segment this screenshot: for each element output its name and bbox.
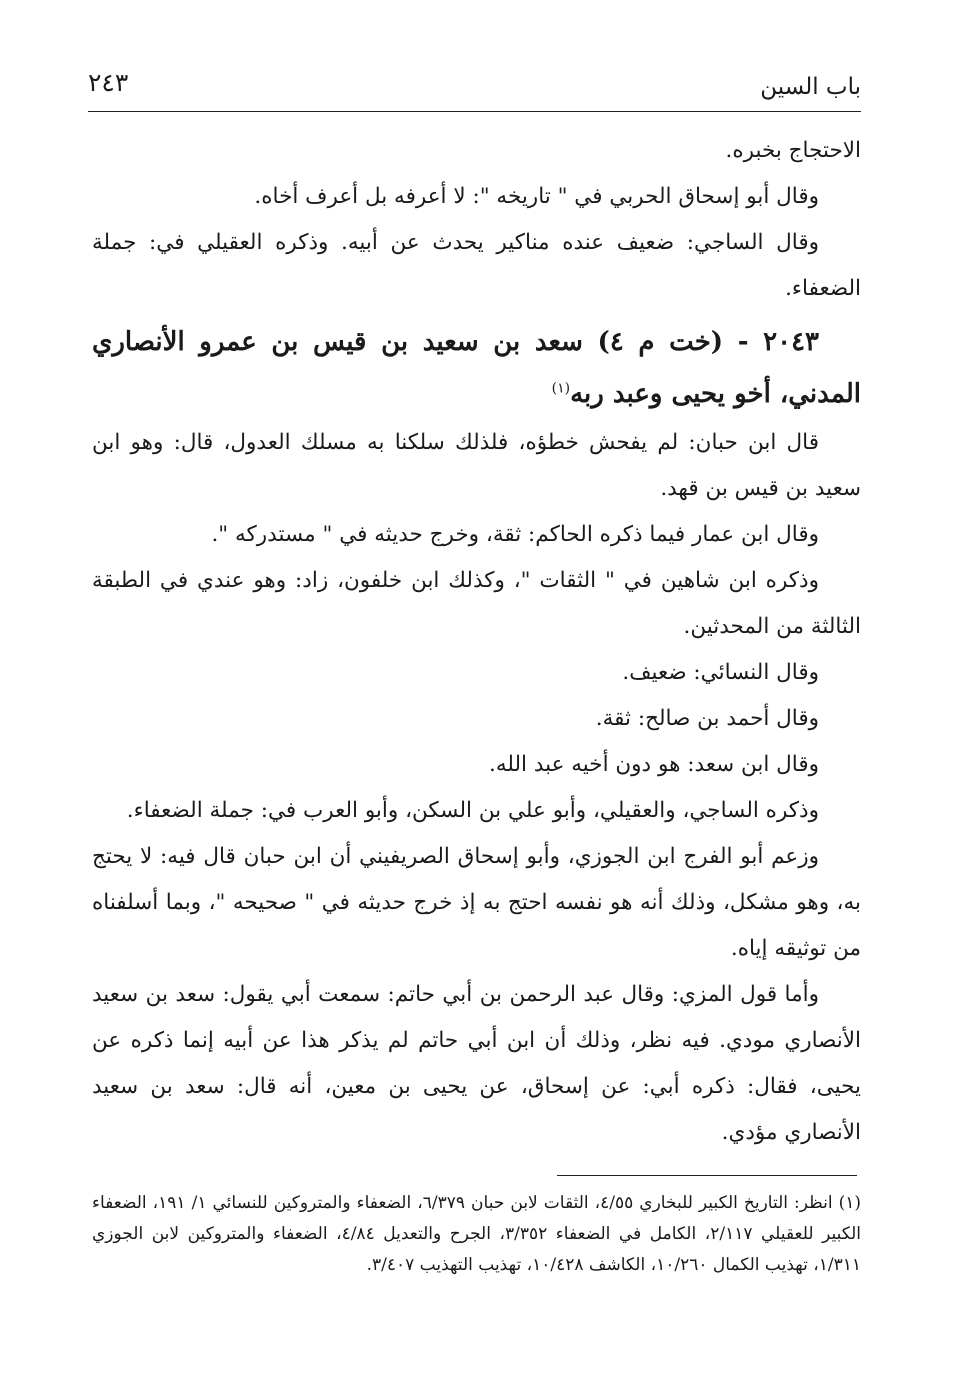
page-number: ٢٤٣ xyxy=(88,68,129,97)
paragraph: وزعم أبو الفرج ابن الجوزي، وأبو إسحاق الصريفيني أن ابن حبان قال فيه: لا يحتج به، وهو مشكل، وذلك أنه هو نفسه احتج به إذ خرج حديثه في " صحيحه "، وبما أسلفناه من توثيقه إياه. xyxy=(92,844,861,961)
footnote: (١) انظر: التاريخ الكبير للبخاري ٤/٥٥، الثقات لابن حبان ٦/٣٧٩، الضعفاء والمتروكين للنسائي ١/ ١٩١، الضعفاء الكبير للعقيلي ٢/١١٧، الكامل في الضعفاء ٣/٣٥٢، الجرح والتعديل ٤/٨٤، الضعفاء والمتروكين لابن الجوزي ١/٣١١، تهذيب الكمال ١٠/٢٦٠، الكاشف ١٠/٤٢٨، تهذيب التهذيب ٣/٤٠٧. xyxy=(92,1193,862,1275)
footnote-reference: (١) xyxy=(551,380,571,397)
paragraph: وقال الساجي: ضعيف عنده مناكير يحدث عن أبيه. وذكره العقيلي في: جملة الضعفاء. xyxy=(92,230,861,301)
paragraph: وقال أبو إسحاق الحربي في " تاريخه ": لا أعرفه بل أعرف أخاه. xyxy=(254,184,819,209)
entry-heading xyxy=(92,316,861,420)
running-header xyxy=(88,68,861,110)
main-text xyxy=(92,128,861,1156)
header-rule xyxy=(88,111,861,112)
paragraph: الاحتجاج بخبره. xyxy=(725,138,861,163)
paragraph: وأما قول المزي: وقال عبد الرحمن بن أبي حاتم: سمعت أبي يقول: سعد بن سعيد الأنصاري مودي. فيه نظر، وذلك أن ابن أبي حاتم لم يذكر هذا عن أبيه إنما ذكره عن يحيى، فقال: ذكره أبي: عن إسحاق، عن يحيى بن معين، أنه قال: سعد بن سعيد الأنصاري مؤدي. xyxy=(92,982,861,1145)
paragraph: وقال ابن سعد: هو دون أخيه عبد الله. xyxy=(489,752,819,777)
footnote-rule xyxy=(557,1175,857,1176)
paragraph: وقال أحمد بن صالح: ثقة. xyxy=(595,706,819,731)
footnotes xyxy=(92,1188,861,1281)
paragraph: وذكره ابن شاهين في " الثقات "، وكذلك ابن خلفون، زاد: وهو عندي في الطبقة الثالثة من المحدثين. xyxy=(92,568,861,639)
running-title: باب السين xyxy=(760,74,861,100)
entry-heading-text: ٢٠٤٣ - (خت م ٤) سعد بن سعيد بن قيس بن عمرو الأنصاري المدني، أخو يحيى وعبد ربه xyxy=(92,327,861,409)
paragraph: وقال النسائي: ضعيف. xyxy=(622,660,819,685)
paragraph: وذكره الساجي، والعقيلي، وأبو علي بن السكن، وأبو العرب في: جملة الضعفاء. xyxy=(126,798,819,823)
paragraph: قال ابن حبان: لم يفحش خطؤه، فلذلك سلكنا به مسلك العدول، قال: وهو ابن سعيد بن قيس بن قهد. xyxy=(92,430,861,501)
paragraph: وقال ابن عمار فيما ذكره الحاكم: ثقة، وخرج حديثه في " مستدركه ". xyxy=(211,522,819,547)
